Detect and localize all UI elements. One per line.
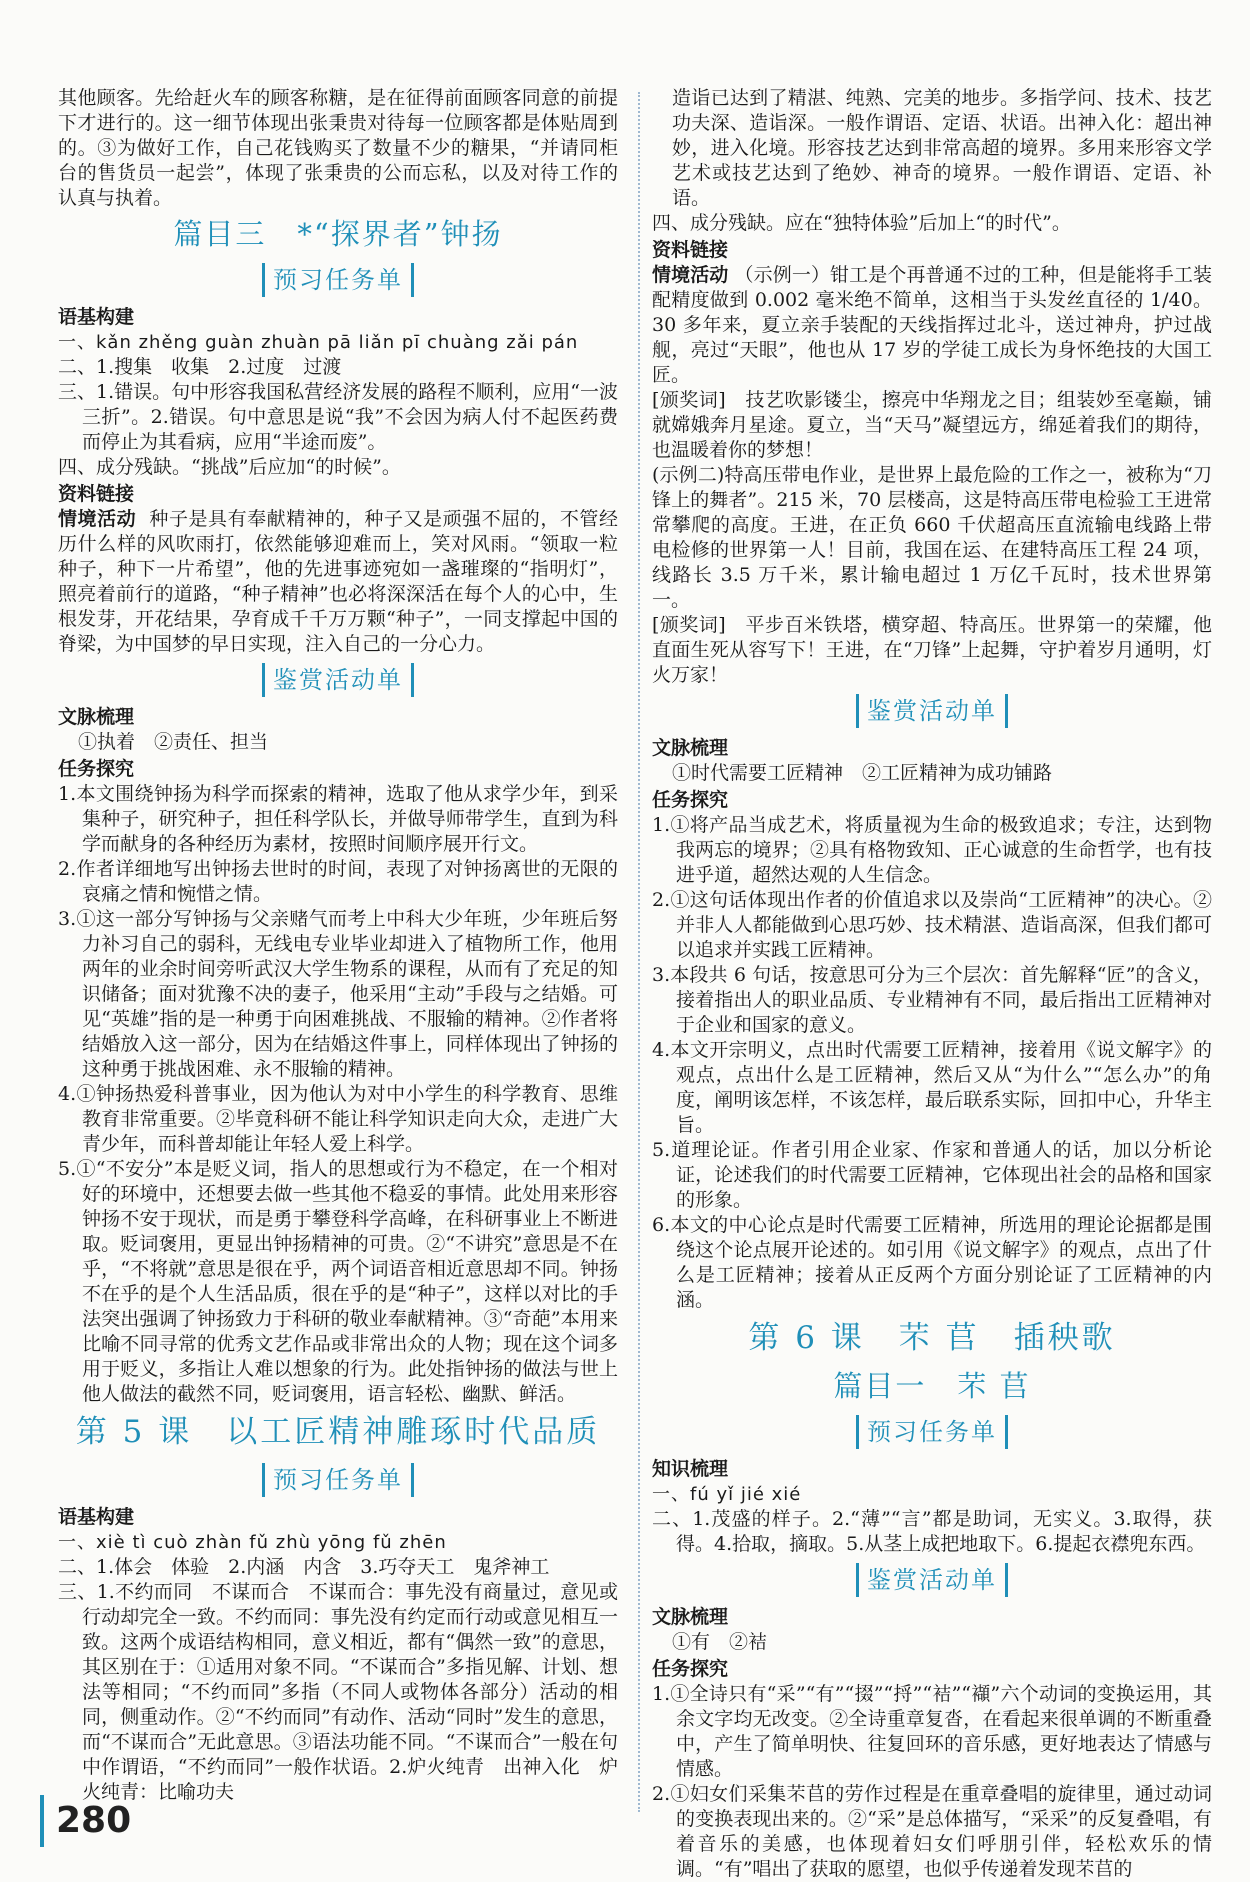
outline-text: ①有 ②袺 [672, 1631, 768, 1653]
pinyin-line: 一、fú yǐ jié xié [652, 1484, 802, 1505]
task-item: 4.①钟扬热爱科普事业，因为他认为对中小学生的科学教育、思维教育非常重要。②毕竟科研不能让科学知识走向大众，走进广大青少年，而科普却能让年轻人爱上科学。 [58, 1083, 618, 1155]
appreciation-task-header: 鉴赏活动单 [58, 663, 618, 697]
task-item: 6.本文的中心论点是时代需要工匠精神，所选用的理论论据都是围绕这个论点展开论述的。如引用《说文解字》的观点，点出了什么是工匠精神；接着从正反两个方面分别论证了工匠精神的内涵。 [652, 1214, 1212, 1311]
continued-paragraph: 造诣已达到了精湛、纯熟、完美的地步。多指学问、技术、技艺功夫深、造诣深。一般作谓语、定语、状语。出神入化：超出神妙，进入化境。形容技艺达到非常高超的境界。多用来形容文学艺术或技艺达到了绝妙、神奇的境界。一般作谓语、定语、补语。 [672, 87, 1212, 209]
task-item: 5.道理论证。作者引用企业家、作家和普通人的话，加以分析论证，论述我们的时代需要工匠精神，它体现出社会的品格和国家的形象。 [652, 1139, 1212, 1211]
answer-line: 四、成分残缺。应在“独特体验”后加上“的时代”。 [652, 212, 1071, 234]
left-column [58, 86, 618, 1805]
subsection-heading: 任务探究 [58, 758, 135, 780]
subsection-heading: 任务探究 [652, 789, 729, 811]
task-item: 3.本段共 6 句话，按意思可分为三个层次：首先解释“匠”的含义，接着指出人的职业品质、专业精神有不同，最后指出工匠精神对于企业和国家的意义。 [652, 964, 1212, 1036]
task-item: 2.作者详细地写出钟扬去世时的时间，表现了对钟扬离世的无限的哀痛之情和惋惜之情。 [58, 858, 618, 905]
award-citation: [颁奖词] 技艺吹影镂尘，擦亮中华翔龙之目；组装妙至毫巅，铺就嫦娥奔月星途。夏立，当“天马”凝望远方，绵延着我们的期待，也温暖着你的梦想！ [652, 389, 1212, 461]
answer-line: 二、1.茂盛的样子。2.“薄”“言”都是助词，无实义。3.取得，获得。4.拾取，摘取。5.从茎上成把地取下。6.提起衣襟兜东西。 [652, 1508, 1212, 1555]
appreciation-task-header: 鉴赏活动单 [652, 1563, 1212, 1597]
pinyin-line: 一、kǎn zhěng guàn zhuàn pā liǎn pī chuàng zǎi pán [58, 332, 579, 353]
answer-line: 四、成分残缺。“挑战”后应加“的时候”。 [58, 456, 401, 478]
subsection-heading: 文脉梳理 [652, 1606, 729, 1628]
material-paragraph: 情境活动 （示例一）钳工是个再普通不过的工种，但是能将手工装配精度做到 0.002 毫米绝不简单，这相当于头发丝直径的 1/40。30 多年来，夏立亲手装配的天线指挥过北斗，送过神舟，护过战舰，亮过“天眼”，他也从 17 岁的学徒工成长为身怀绝技的大国工匠。 [652, 264, 1212, 386]
material-paragraph: 情境活动 种子是具有奉献精神的，种子又是顽强不屈的，不管经历什么样的风吹雨打，依然能够迎难而上，笑对风雨。“领取一粒种子，种下一片希望”，他的先进事迹宛如一盏璀璨的“指明灯”，照亮着前行的道路，“种子精神”也必将深深活在每个人的心中，生根发芽，开花结果，孕育成千千万万颗“种子”，一同支撑起中国的脊梁，为中国梦的早日实现，注入自己的一分心力。 [58, 508, 618, 655]
task-item: 1.①将产品当成艺术，将质量视为生命的极致追求；专注，达到物我两忘的境界；②具有格物致知、正心诚意的生命哲学，也有技进乎道，超然达观的人生信念。 [652, 814, 1212, 886]
subsection-heading: 语基构建 [58, 1506, 135, 1528]
pinyin-line: 一、xiè tì cuò zhàn fǔ zhù yōng fǔ zhēn [58, 1532, 447, 1553]
answer-line: 三、1.错误。句中形容我国私营经济发展的路程不顺利，应用“一波三折”。2.错误。句中意思是说“我”不会因为病人付不起医药费而停止为其看病，应用“半途而废”。 [58, 381, 618, 453]
task-item: 1.本文围绕钟扬为科学而探索的精神，选取了他从求学少年，到采集种子，研究种子，担任科学队长，并做导师带学生，直到为科学而献身的各种经历为素材，按照时间顺序展开行文。 [58, 783, 618, 855]
subsection-heading: 知识梳理 [652, 1458, 729, 1480]
lesson-title: 第 5 课 以工匠精神雕琢时代品质 [75, 1414, 601, 1450]
task-item: 5.①“不安分”本是贬义词，指人的思想或行为不稳定，在一个相对好的环境中，还想要去做一些其他不稳妥的事情。此处用来形容钟扬不安于现状，而是勇于攀登科学高峰，在科研事业上不断进取。贬词褒用，更显出钟扬精神的可贵。②“不讲究”意思是不在乎，“不将就”意思是很在乎，两个词语音相近意思却不同。钟扬不在乎的是个人生活品质，很在乎的是“种子”，这样以对比的手法突出强调了钟扬致力于科研的敬业奉献精神。③“奇葩”本用来比喻不同寻常的优秀文艺作品或非常出众的人物；现在这个词多用于贬义，多指让人难以想象的行为。此处指钟扬的做法与世上他人做法的截然不同，贬词褒用，语言轻松、幽默、鲜活。 [58, 1158, 618, 1405]
preview-task-header: 预习任务单 [652, 1415, 1212, 1449]
task-item: 3.①这一部分写钟扬与父亲赌气而考上中科大少年班，少年班后努力补习自己的弱科，无线电专业毕业却进入了植物所工作，他用两年的业余时间旁听武汉大学生物系的课程，从而有了充足的知识储备；面对犹豫不决的妻子，他采用“主动”手段与之结婚。可见“英雄”指的是一种勇于向困难挑战、不服输的精神。②作者将结婚放入这一部分，因为在结婚这件事上，同样体现出了钟扬的这种勇于挑战困难、永不服输的精神。 [58, 908, 618, 1080]
task-item: 2.①这句话体现出作者的价值追求以及崇尚“工匠精神”的决心。②并非人人都能做到心思巧妙、技术精湛、造诣高深，但我们都可以追求并实践工匠精神。 [652, 889, 1212, 961]
task-item: 4.本文开宗明义，点出时代需要工匠精神，接着用《说文解字》的观点，点出什么是工匠精神，然后又从“为什么”“怎么办”的角度，阐明该怎样，不该怎样，最后联系实际，回扣中心，升华主旨。 [652, 1039, 1212, 1136]
award-citation: [颁奖词] 平步百米铁塔，横穿超、特高压。世界第一的荣耀，他直面生死从容写下！王进，在“刀锋”上起舞，守护着岁月通明，灯火万家！ [652, 614, 1212, 686]
outline-text: ①时代需要工匠精神 ②工匠精神为成功铺路 [672, 762, 1053, 784]
page-number: 280 [56, 1800, 132, 1841]
answer-line: 三、1.不约而同 不谋而合 不谋而合：事先没有商量过，意见或行动却完全一致。不约而同：事先没有约定而行动或意见相互一致。这两个成语结构相同，意义相近，都有“偶然一致”的意思，其区别在于：①适用对象不同。“不谋而合”多指见解、计划、想法等相同；“不约而同”多指（不同人或物体各部分）活动的相同，侧重动作。②“不约而同”有动作、活动“同时”发生的意思，而“不谋而合”无此意思。③语法功能不同。“不谋而合”一般在句中作谓语，“不约而同”一般作状语。2.炉火纯青 出神入化 炉火纯青：比喻功夫 [58, 1581, 618, 1803]
section-title: 篇目一 芣 苢 [833, 1369, 1031, 1403]
preview-task-header: 预习任务单 [58, 1463, 618, 1497]
right-column [652, 86, 1212, 1882]
appreciation-task-header: 鉴赏活动单 [652, 694, 1212, 728]
subsection-heading: 文脉梳理 [652, 737, 729, 759]
task-item: 1.①全诗只有“采”“有”“掇”“捋”“袺”“襭”六个动词的变换运用，其余文字均无改变。②全诗重章复沓，在看起来很单调的不断重叠中，产生了简单明快、往复回环的音乐感，更好地表达了情感与情感。 [652, 1683, 1212, 1780]
column-divider [638, 92, 640, 1812]
answer-line: 二、1.体会 体验 2.内涵 内含 3.巧夺天工 鬼斧神工 [58, 1556, 550, 1578]
preview-task-header: 预习任务单 [58, 263, 618, 297]
subsection-heading: 资料链接 [58, 483, 135, 505]
subsection-heading: 任务探究 [652, 1658, 729, 1680]
answer-line: 二、1.搜集 收集 2.过度 过渡 [58, 356, 342, 378]
lesson-title: 第 6 课 芣 苢 插秧歌 [748, 1320, 1116, 1356]
subsection-heading: 语基构建 [58, 306, 135, 328]
section-title: 篇目三 *“探界者”钟扬 [173, 217, 503, 251]
task-item: 2.①妇女们采集芣苢的劳作过程是在重章叠唱的旋律里，通过动词的变换表现出来的。②“采”是总体描写，“采采”的反复叠唱，有着音乐的美感，也体现着妇女们呼朋引伴，轻松欢乐的情调。“有”唱出了获取的愿望，也似乎传递着发现芣苢的 [652, 1783, 1212, 1880]
outline-text: ①执着 ②责任、担当 [78, 731, 269, 753]
material-paragraph: (示例二)特高压带电作业，是世界上最危险的工作之一，被称为“刀锋上的舞者”。215 米，70 层楼高，这是特高压带电检验工王进常常攀爬的高度。王进，在正负 660 千伏超高压直流输电线路上带电检修的世界第一人！目前，我国在运、在建特高压工程 24 项，线路长 3.5 万千米，累计输电超过 1 万亿千瓦时，技术世界第一。 [652, 464, 1212, 611]
page-number-bar [40, 1795, 44, 1847]
subsection-heading: 文脉梳理 [58, 706, 135, 728]
intro-paragraph: 其他顾客。先给赶火车的顾客称糖，是在征得前面顾客同意的前提下才进行的。这一细节体现出张秉贵对待每一位顾客都是体贴周到的。③为做好工作，自己花钱购买了数量不少的糖果，“并请同柜台的售货员一起尝”，体现了张秉贵的公而忘私，以及对待工作的认真与执着。 [58, 87, 618, 209]
subsection-heading: 资料链接 [652, 239, 729, 261]
